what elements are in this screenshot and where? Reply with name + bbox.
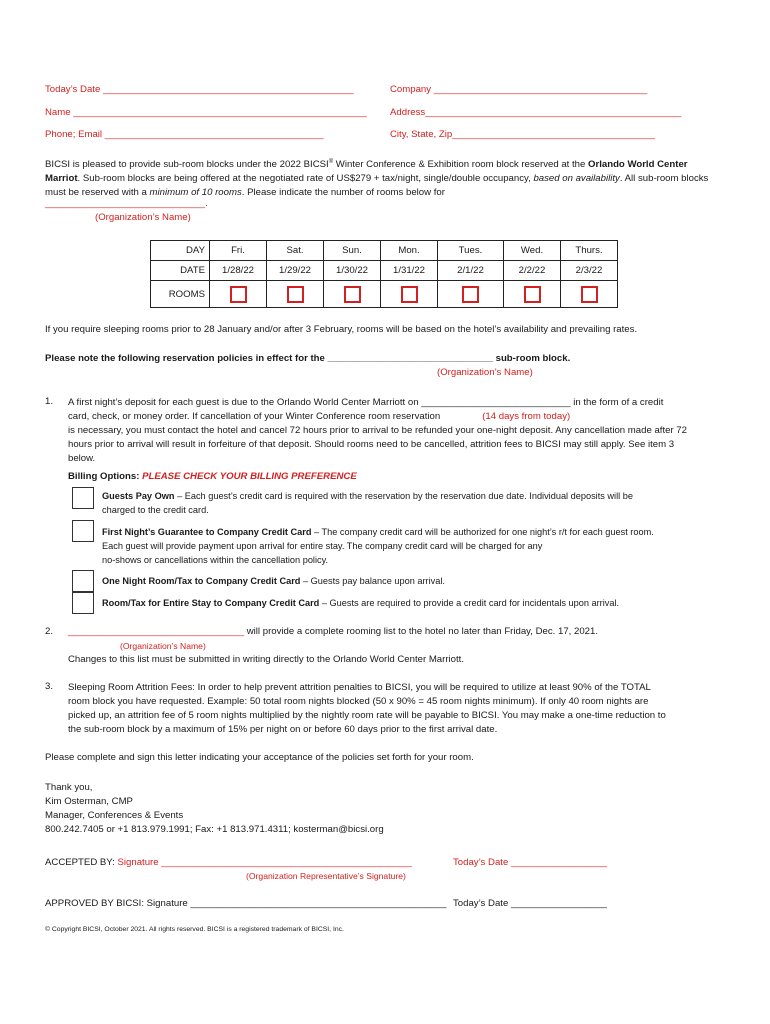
billing-option2: First Night’s Guarantee to Company Credit Card – The company credit card will be authorized for one night’s r/t for each guest room. Each guest will provide payment upon arrival for entire stay. The company credit card will be charged for any no-shows or cancellations within the cancellation policy. bbox=[102, 527, 654, 565]
sender-signature-block: Thank you, Kim Osterman, CMP Manager, Conferences & Events 800.242.7405 or +1 813.979.1991; Fax: +1 813.971.4311; kosterman@bicsi.org bbox=[45, 782, 384, 835]
accepted-date-field[interactable]: Today’s Date __________________ bbox=[453, 857, 607, 868]
org-name-blank[interactable]: ______________________________. bbox=[45, 198, 208, 209]
day-row bbox=[151, 241, 618, 261]
policies-heading: Please note the following reservation policies in effect for the _______________________________ sub-room block. bbox=[45, 353, 571, 364]
item2-line2: Changes to this list must be submitted in writing directly to the Orlando World Center Marriott. bbox=[68, 654, 464, 665]
billing-option2-checkbox[interactable] bbox=[72, 520, 94, 542]
day-cell: Sat. bbox=[267, 241, 324, 261]
item1-number: 1. bbox=[45, 396, 54, 407]
rooms-checkbox-thurs[interactable] bbox=[581, 286, 598, 303]
rooms-checkbox-tues[interactable] bbox=[462, 286, 479, 303]
address-field[interactable]: Address________________________________________________ bbox=[390, 107, 682, 118]
day-cell: Tues. bbox=[438, 241, 504, 261]
accepted-by-line: ACCEPTED BY: Signature _______________________________________________ bbox=[45, 857, 413, 868]
todays-date-field[interactable]: Today’s Date _______________________________________________ bbox=[45, 84, 354, 95]
item1-text: A first night’s deposit for each guest is due to the Orlando World Center Marriott on ____________________________ in the form of a credit card, check, or money order. If cancellation of your Winter Conference room reservation (14 days from today) is necessary, you must contact the hotel and cancel 72 hours prior to arrival to be refunded your one-night deposit. Any cancellation made after 72 hours prior to arrival will result in forfeiture of that deposit. Should rooms need to be cancelled, attrition fees to BICSI may still apply. See item 3 below. bbox=[68, 397, 687, 464]
rooms-checkbox-sun[interactable] bbox=[344, 286, 361, 303]
intro-paragraph: BICSI is pleased to provide sub-room blocks under the 2022 BICSI® Winter Conference & Exhibition room block reserved at the Orlando World Center Marriot. Sub-room blocks are being offered at the negotiated rate of US$279 + tax/night, single/double occupancy, based on availability. All sub-room blocks must be reserved with a minimum of 10 rooms. Please indicate the number of rooms below for bbox=[45, 159, 709, 199]
city-state-zip-field[interactable]: City, State, Zip______________________________________ bbox=[390, 129, 655, 140]
rooms-checkbox-sat[interactable] bbox=[287, 286, 304, 303]
billing-option3-checkbox[interactable] bbox=[72, 570, 94, 592]
approved-by-signature-field[interactable]: APPROVED BY BICSI: Signature ________________________________________________ bbox=[45, 898, 447, 909]
rooms-label: ROOMS bbox=[151, 281, 210, 308]
rooms-row bbox=[151, 281, 618, 308]
company-field[interactable]: Company ________________________________________ bbox=[390, 84, 648, 95]
rooms-checkbox-wed[interactable] bbox=[524, 286, 541, 303]
day-cell: Fri. bbox=[210, 241, 267, 261]
day-label: DAY bbox=[151, 241, 210, 261]
sleeping-rooms-note: If you require sleeping rooms prior to 28 January and/or after 3 February, rooms will be based on the hotel’s availability and prevailing rates. bbox=[45, 324, 638, 335]
item2-org-label: (Organization’s Name) bbox=[120, 641, 206, 651]
date-cell: 1/30/22 bbox=[324, 261, 381, 281]
day-cell: Sun. bbox=[324, 241, 381, 261]
date-cell: 1/29/22 bbox=[267, 261, 324, 281]
date-label: DATE bbox=[151, 261, 210, 281]
billing-option1-checkbox[interactable] bbox=[72, 487, 94, 509]
rooms-table bbox=[150, 240, 618, 308]
billing-option4-checkbox[interactable] bbox=[72, 592, 94, 614]
rooms-checkbox-fri[interactable] bbox=[230, 286, 247, 303]
complete-sign-note: Please complete and sign this letter indicating your acceptance of the policies set forth for your room. bbox=[45, 752, 474, 763]
approved-date-field[interactable]: Today’s Date __________________ bbox=[453, 898, 607, 909]
date-cell: 2/1/22 bbox=[438, 261, 504, 281]
billing-options-label: Billing Options: PLEASE CHECK YOUR BILLING PREFERENCE bbox=[68, 471, 357, 482]
name-field[interactable]: Name _______________________________________________________ bbox=[45, 107, 367, 118]
billing-option3: One Night Room/Tax to Company Credit Card – Guests pay balance upon arrival. bbox=[102, 576, 445, 586]
copyright-footer: © Copyright BICSI, October 2021. All rights reserved. BICSI is a registered trademark of BICSI, Inc. bbox=[45, 926, 344, 933]
rooms-checkbox-mon[interactable] bbox=[401, 286, 418, 303]
item3-text: Sleeping Room Attrition Fees: In order to help prevent attrition penalties to BICSI, you will be required to utilize at least 90% of the TOTAL room block you have requested. Example: 50 total room nights blocked (50 x 90% = 45 room nights minimum). If only 40 room nights are picked up, an attrition fee of 5 room nights multiplied by the nightly room rate will be payable to BICSI. You may make a one-time reduction to the sub-room block by a maximum of 15% per night on or before 60 days prior to the first arrival date. bbox=[68, 682, 666, 735]
policies-org-label: (Organization’s Name) bbox=[437, 367, 533, 378]
date-cell: 2/2/22 bbox=[504, 261, 561, 281]
day-cell: Wed. bbox=[504, 241, 561, 261]
billing-option4: Room/Tax for Entire Stay to Company Credit Card – Guests are required to provide a credit card for incidentals upon arrival. bbox=[102, 598, 620, 608]
item2-text: _________________________________ will provide a complete rooming list to the hotel no later than Friday, Dec. 17, 2021. bbox=[68, 626, 598, 637]
phone-email-field[interactable]: Phone; Email _________________________________________ bbox=[45, 129, 324, 140]
billing-option1: Guests Pay Own – Each guest’s credit card is required with the reservation by the reservation due date. Individual deposits will be charged to the credit card. bbox=[102, 491, 633, 515]
item3-number: 3. bbox=[45, 681, 54, 692]
date-row bbox=[151, 261, 618, 281]
org-name-label: (Organization’s Name) bbox=[95, 212, 191, 223]
org-rep-signature-label: (Organization Representative’s Signature) bbox=[246, 871, 406, 881]
day-cell: Thurs. bbox=[561, 241, 618, 261]
day-cell: Mon. bbox=[381, 241, 438, 261]
accepted-signature-field[interactable]: Signature _______________________________________________ bbox=[117, 857, 413, 868]
item2-number: 2. bbox=[45, 626, 54, 637]
date-cell: 1/28/22 bbox=[210, 261, 267, 281]
date-cell: 2/3/22 bbox=[561, 261, 618, 281]
date-cell: 1/31/22 bbox=[381, 261, 438, 281]
